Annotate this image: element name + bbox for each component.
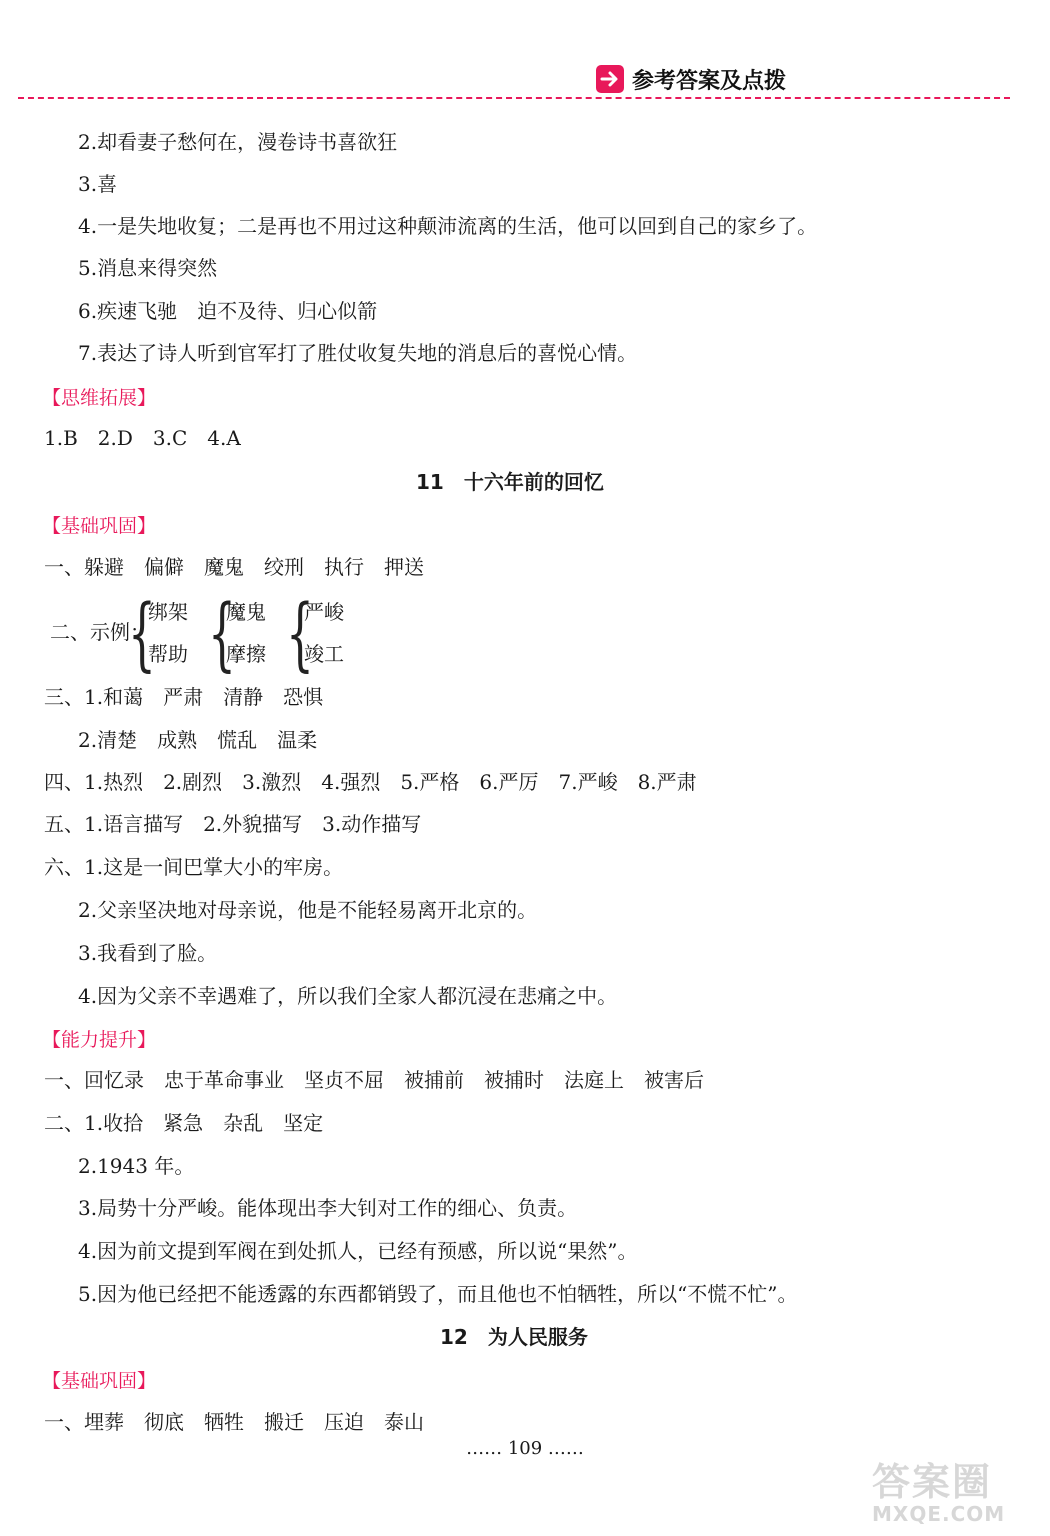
section-heading: 【基础巩固】	[42, 1370, 157, 1392]
left-brace-glyph: {	[128, 588, 156, 681]
answer-line: 三、1.和蔼 严肃 清静 恐惧	[44, 685, 324, 709]
answer-line: 4.因为前文提到军阀在到处抓人，已经有预感，所以说“果然”。	[78, 1239, 638, 1263]
answer-line: 2.清楚 成熟 慌乱 温柔	[78, 728, 318, 752]
page-number: …… 109 ……	[466, 1438, 584, 1459]
answer-line: 3.局势十分严峻。能体现出李大钊对工作的细心、负责。	[78, 1196, 578, 1220]
section-heading: 【思维拓展】	[42, 387, 157, 409]
answer-line: 5.消息来得突然	[78, 256, 218, 280]
watermark-text: 答案圈	[872, 1460, 993, 1504]
brace-word: 绑架	[148, 600, 188, 624]
answer-line: 2.父亲坚决地对母亲说，他是不能轻易离开北京的。	[78, 898, 538, 922]
answer-line: 7.表达了诗人听到官军打了胜仗收复失地的消息后的喜悦心情。	[78, 341, 638, 365]
brace-prefix: 二、示例：	[50, 620, 150, 644]
left-brace-glyph: {	[208, 588, 236, 681]
brace-word: 帮助	[148, 642, 188, 666]
answer-line: 6.疾速飞驰 迫不及待、归心似箭	[78, 299, 378, 323]
header-title-group	[596, 62, 786, 96]
answer-line: 一、躲避 偏僻 魔鬼 绞刑 执行 押送	[44, 555, 424, 579]
left-brace-glyph: {	[286, 588, 314, 681]
brace-word: 摩擦	[226, 642, 266, 666]
watermark-logo	[872, 1462, 1042, 1528]
answer-line: 2.1943 年。	[78, 1154, 195, 1178]
section-heading: 【基础巩固】	[42, 515, 157, 537]
page-header	[0, 0, 1050, 100]
brace-example	[50, 588, 370, 681]
answer-line: 3.我看到了脸。	[78, 941, 218, 965]
arrow-right-icon	[596, 65, 624, 93]
answer-line: 五、1.语言描写 2.外貌描写 3.动作描写	[44, 812, 422, 836]
answer-line: 3.喜	[78, 172, 118, 196]
answer-line: 二、1.收拾 紧急 杂乱 坚定	[44, 1111, 324, 1135]
answer-line: 四、1.热烈 2.剧烈 3.激烈 4.强烈 5.严格 6.严厉 7.严峻 8.严肃	[44, 770, 697, 794]
answer-line: 一、回忆录 忠于革命事业 坚贞不屈 被捕前 被捕时 法庭上 被害后	[44, 1068, 704, 1092]
header-dashed-rule	[18, 97, 1010, 99]
section-heading: 【能力提升】	[42, 1029, 157, 1051]
brace-word: 严峻	[304, 600, 344, 624]
brace-word: 竣工	[304, 642, 344, 666]
answer-line: 4.因为父亲不幸遇难了，所以我们全家人都沉浸在悲痛之中。	[78, 984, 618, 1008]
answer-line: 2.却看妻子愁何在，漫卷诗书喜欲狂	[78, 130, 398, 154]
header-title: 参考答案及点拨	[632, 68, 787, 94]
watermark-url: MXQE.COM	[872, 1502, 1006, 1526]
answer-line: 1.B 2.D 3.C 4.A	[44, 426, 241, 450]
brace-word: 魔鬼	[226, 600, 266, 624]
answer-line: 六、1.这是一间巴掌大小的牢房。	[44, 855, 344, 879]
answer-line: 5.因为他已经把不能透露的东西都销毁了，而且他也不怕牺牲，所以“不慌不忙”。	[78, 1282, 798, 1306]
answer-line: 4.一是失地收复；二是再也不用过这种颠沛流离的生活，他可以回到自己的家乡了。	[78, 214, 818, 238]
chapter-title: 11 十六年前的回忆	[416, 470, 604, 494]
chapter-title: 12 为人民服务	[440, 1325, 588, 1349]
answer-line: 一、埋葬 彻底 牺牲 搬迁 压迫 泰山	[44, 1410, 424, 1434]
